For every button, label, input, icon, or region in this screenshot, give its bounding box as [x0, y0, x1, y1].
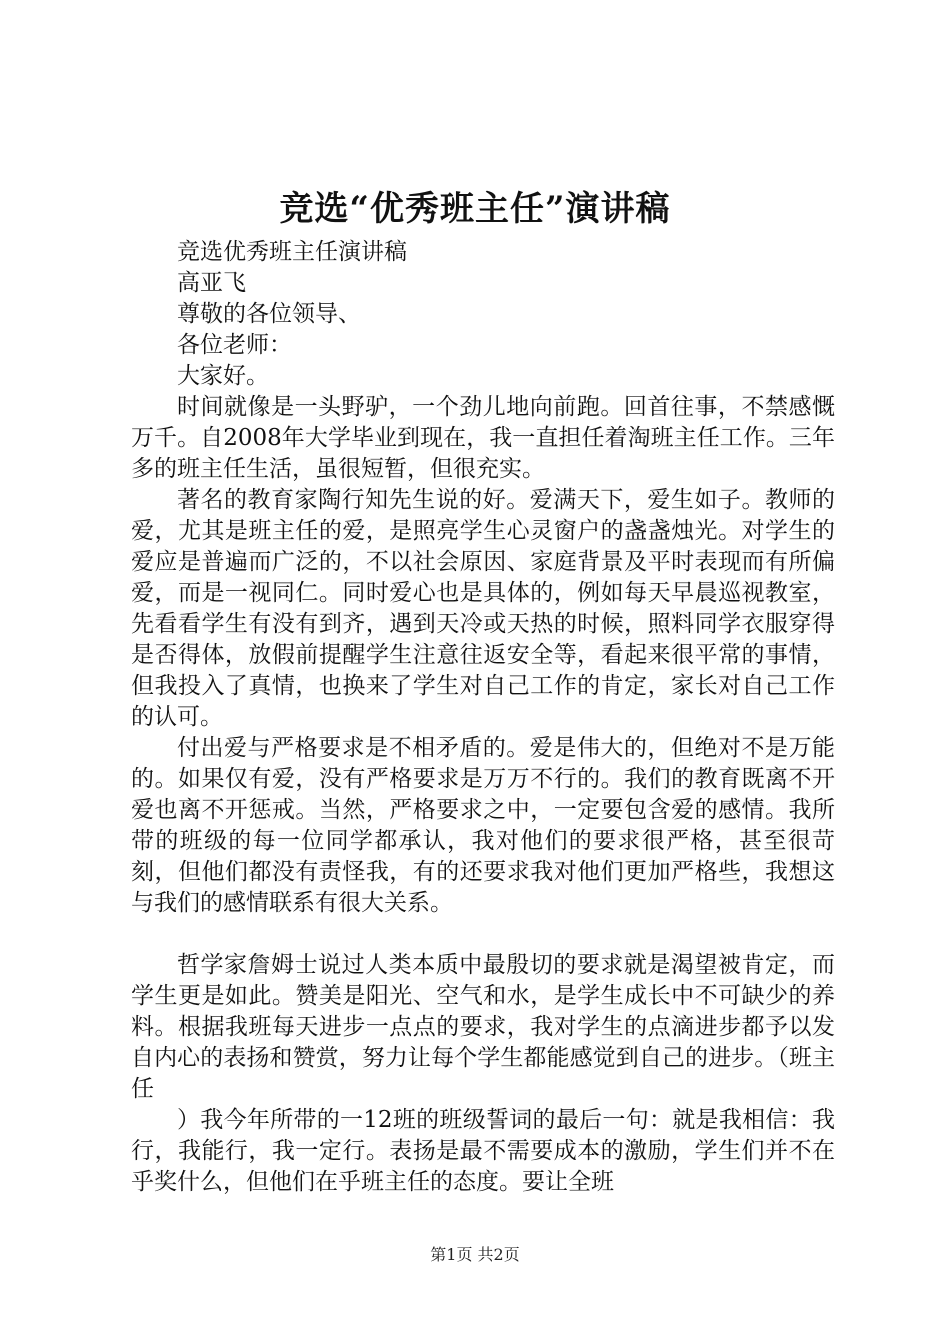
paragraph: 尊敬的各位领导、	[177, 301, 361, 327]
paragraph: 各位老师：	[177, 332, 292, 358]
paragraph: 竞选优秀班主任演讲稿	[177, 239, 407, 265]
page-number-footer: 第1页 共2页	[430, 1245, 520, 1264]
paragraph: 著名的教育家陶行知先生说的好。爱满天下，爱生如子。教师的爱，尤其是班主任的爱，是照亮学生心灵窗户的盏盏烛光。对学生的爱应是普遍而广泛的，不以社会原因、家庭背景及平时表现而有所偏爱，而是一视同仁。同时爱心也是具体的，例如每天早晨巡视教室，先看看学生有没有到齐，遇到天冷或天热的时候，照料同学衣服穿得是否得体，放假前提醒学生注意往返安全等，看起来很平常的事情，但我投入了真情，也换来了学生对自己工作的肯定，家长对自己工作的认可。	[131, 487, 835, 730]
paragraph: ）我今年所带的一12班的班级誓词的最后一句：就是我相信：我行，我能行，我一定行。表扬是最不需要成本的激励，学生们并不在乎奖什么，但他们在乎班主任的态度。要让全班	[131, 1107, 835, 1195]
paragraph: 付出爱与严格要求是不相矛盾的。爱是伟大的，但绝对不是万能的。如果仅有爱，没有严格要求是万万不行的。我们的教育既离不开爱也离不开惩戒。当然，严格要求之中，一定要包含爱的感情。我所带的班级的每一位同学都承认，我对他们的要求很严格，甚至很苛刻，但他们都没有责怪我，有的还要求我对他们更加严格些，我想这与我们的感情联系有很大关系。	[131, 735, 835, 916]
paragraph: 时间就像是一头野驴，一个劲儿地向前跑。回首往事，不禁感慨万千。自2008年大学毕业到现在，我一直担任着淘班主任工作。三年多的班主任生活，虽很短暂，但很充实。	[131, 394, 835, 482]
paragraph: 高亚飞	[177, 270, 246, 296]
document-title: 竞选“优秀班主任”演讲稿	[279, 189, 671, 229]
document-body	[131, 237, 835, 1198]
paragraph: 哲学家詹姆士说过人类本质中最殷切的要求就是渴望被肯定，而学生更是如此。赞美是阳光、空气和水，是学生成长中不可缺少的养料。根据我班每天进步一点点的要求，我对学生的点滴进步都予以发自内心的表扬和赞赏，努力让每个学生都能感觉到自己的进步。（班主任	[131, 952, 835, 1102]
paragraph: 大家好。	[177, 363, 269, 389]
